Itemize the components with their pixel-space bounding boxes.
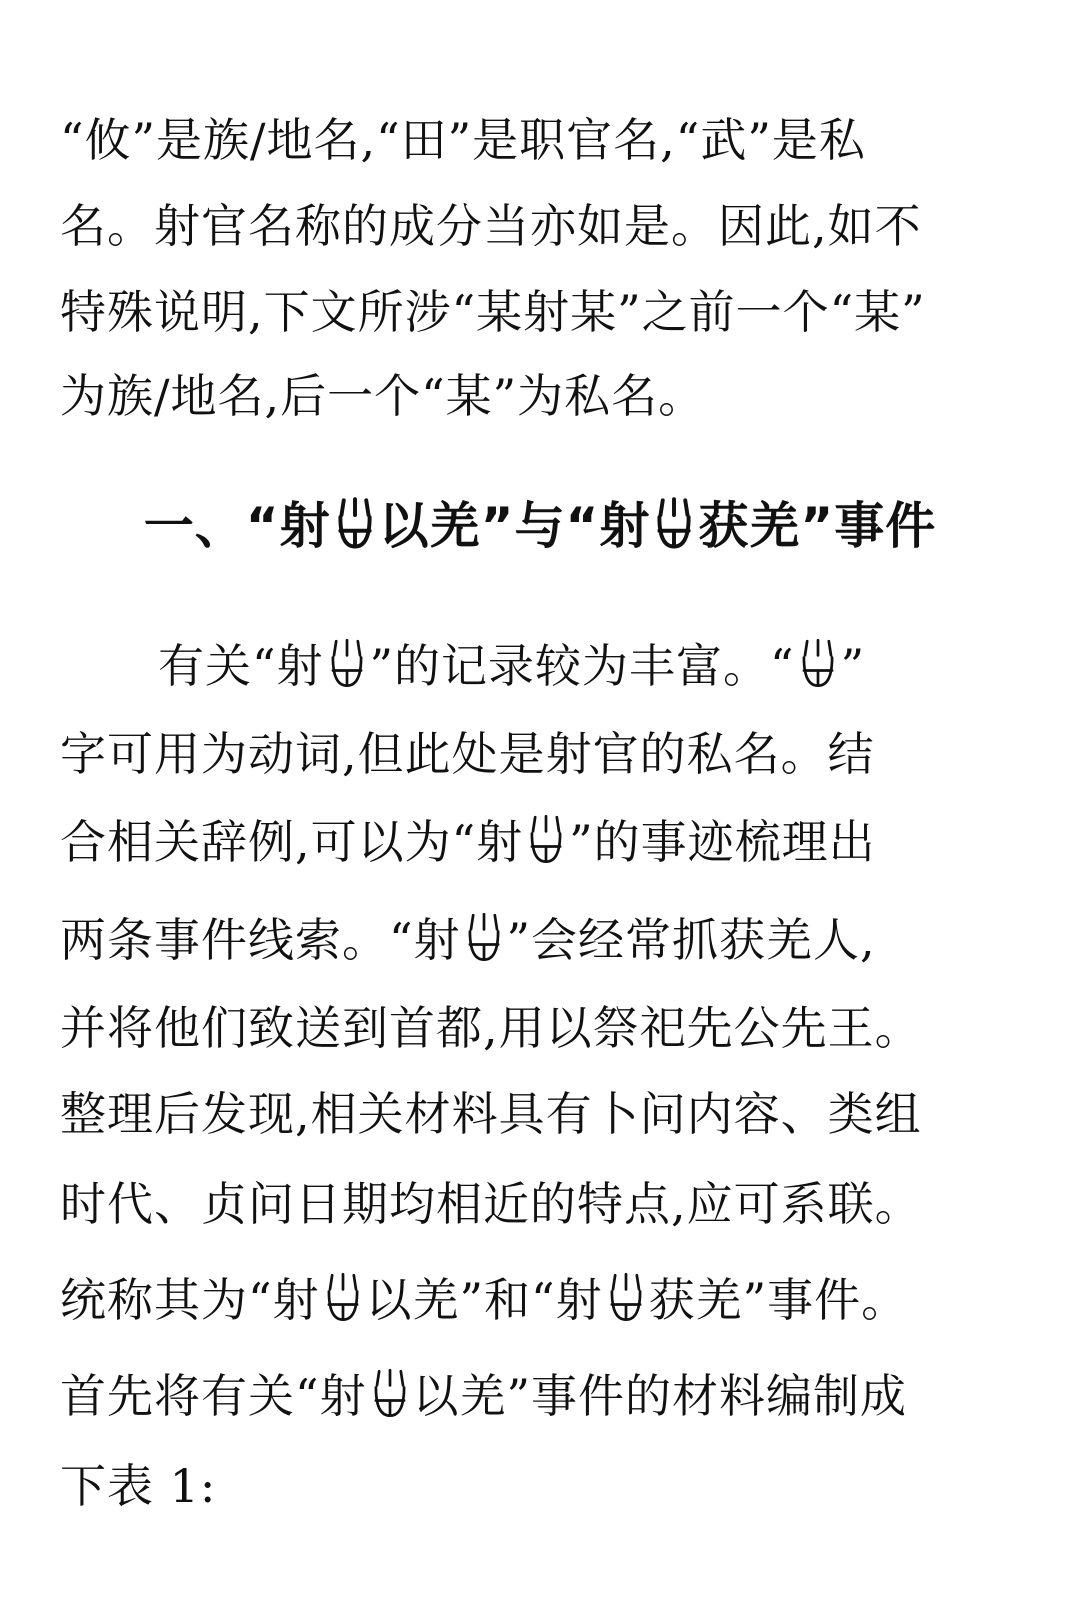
- heading-part: 以羌”与“射: [378, 497, 651, 555]
- text-run: 以羌”事件的材料编制成: [412, 1369, 908, 1423]
- text-run: ”会经常抓获羌人,: [506, 913, 876, 967]
- oracle-bone-character-icon: [324, 638, 370, 690]
- paragraph2-line-4: [60, 912, 1020, 968]
- paragraph2-line-5: 并将他们致送到首都,用以祭祀先公先王。: [60, 1001, 922, 1055]
- paragraph2-line-6: 整理后发现,相关材料具有卜问内容、类组: [60, 1087, 922, 1141]
- text-run: 获羌”事件。: [648, 1273, 909, 1327]
- paragraph1-line-1: “攸”是族/地名,“田”是职官名,“武”是私: [60, 113, 866, 167]
- paragraph2-line-3: [60, 814, 1020, 870]
- heading-part: 一、“射: [143, 497, 331, 555]
- paragraph1-line-4: 为族/地名,后一个“某”为私名。: [60, 369, 706, 423]
- paragraph2-line-10: 下表 1:: [60, 1459, 217, 1513]
- oracle-bone-character-icon: [461, 912, 507, 964]
- oracle-bone-character-icon: [650, 497, 698, 551]
- text-run: 以羌”和“射: [365, 1273, 603, 1327]
- oracle-bone-character-icon: [795, 638, 841, 690]
- paragraph2-line-8: [60, 1272, 1020, 1328]
- oracle-bone-character-icon: [331, 497, 379, 551]
- oracle-bone-character-icon: [367, 1368, 413, 1420]
- paragraph2-line-1: [158, 638, 1080, 694]
- heading-part: 获羌”事件: [698, 497, 937, 555]
- text-run: ”的事迹梳理出: [569, 815, 876, 869]
- oracle-bone-character-icon: [320, 1272, 366, 1324]
- paragraph1-line-3: 特殊说明,下文所涉“某射某”之前一个“某”: [60, 285, 926, 339]
- section-heading: [60, 496, 1020, 556]
- text-run: ”: [840, 639, 866, 693]
- text-run: 有关“射: [158, 639, 324, 693]
- paragraph1-line-2: 名。射官名称的成分当亦如是。因此,如不: [60, 199, 922, 253]
- paragraph2-line-2: 字可用为动词,但此处是射官的私名。结: [60, 727, 875, 781]
- text-run: 合相关辞例,可以为“射: [60, 815, 524, 869]
- paragraph2-line-9: [60, 1368, 1020, 1424]
- oracle-bone-character-icon: [523, 814, 569, 866]
- text-run: 首先将有关“射: [60, 1369, 367, 1423]
- oracle-bone-character-icon: [603, 1272, 649, 1324]
- text-run: 两条事件线索。“射: [60, 913, 461, 967]
- text-run: ”的记录较为丰富。“: [369, 639, 795, 693]
- text-run: 统称其为“射: [60, 1273, 320, 1327]
- paragraph2-line-7: 时代、贞问日期均相近的特点,应可系联。: [60, 1177, 922, 1231]
